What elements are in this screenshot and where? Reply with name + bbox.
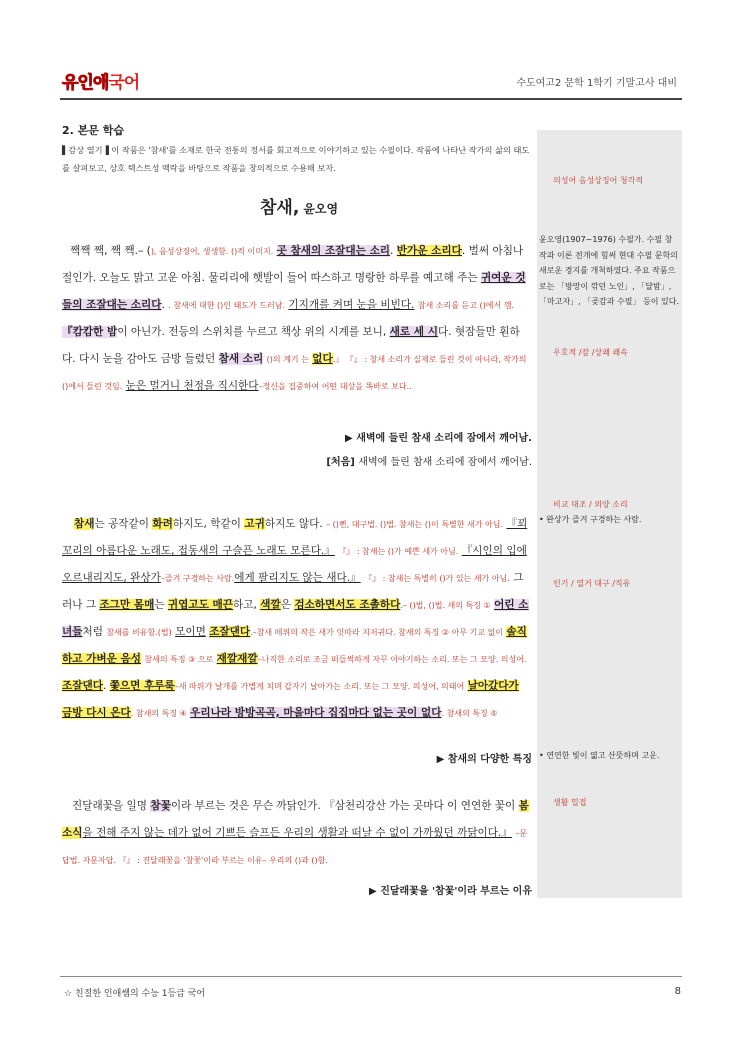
p1-note: )인 태도가 드러남. xyxy=(220,301,286,310)
p3-note: )함. xyxy=(314,856,328,865)
p2-seg: 은 xyxy=(280,599,291,611)
p1-note: .』 『』 : 창새 소리가 실제로 들린 것이 아니라, 작가의 ( xyxy=(62,355,527,391)
p1-seg: 이 아닌가. 전등의 스위치를 누르고 책상 위의 시계를 보니, xyxy=(117,326,387,338)
p2-note: 참새의 특징 ③ 으로 xyxy=(144,655,214,664)
p3-note: –문답법. 자문자답. 『』 : 진달래꽃을 '참꽃'이라 부르는 이유– 우리의 ( xyxy=(62,829,528,865)
footer-text: ☆ 친절한 인애쌤의 수능 1등급 국어 xyxy=(64,989,206,999)
summary-1: ▶ 새벽에 들린 참새 소리에 잠에서 깨어남. xyxy=(345,433,532,444)
summary-1b xyxy=(326,453,532,468)
p1-highlight: 참새 소리 xyxy=(218,353,264,365)
p2-seg: 처럼 xyxy=(82,626,103,638)
p2-note: –즐겨 구경하는 사람. xyxy=(160,574,235,583)
side-note-3: 비교 대조 / 외양 소리 xyxy=(553,500,628,509)
p1-note: –정신을 집중하여 어떤 대상을 똑바로 보다.. xyxy=(258,382,412,391)
p1-highlight: 『캄캄한 밤 xyxy=(62,326,118,338)
paragraph-2 xyxy=(62,511,532,727)
p2-seg: . xyxy=(102,680,107,692)
p1-note: )에서 들린 것임. xyxy=(65,382,123,391)
p2-highlight: 고귀 xyxy=(244,518,265,530)
p2-highlight: 검소하면서도 조촐하다 xyxy=(294,599,401,611)
p1-note: )적 이미지. xyxy=(234,247,274,256)
p3-seg: 이라 부르는 것은 무슨 까닭인가. 『삼천리강산 가는 곳마다 이 연연한 꽃이 xyxy=(170,800,516,812)
p2-note: . 참새의 특징 ④ xyxy=(130,709,187,718)
p2-highlight: 어린 소녀들 xyxy=(62,599,529,638)
p2-note: 법) xyxy=(160,628,172,637)
p2-note: 『』 : 참새는 특별히 ( xyxy=(364,574,443,583)
p2-note: –나직한 소리로 조금 떠들썩하게 자꾸 이야기하는 소리. 또는 그 모양. 의성어. xyxy=(257,655,527,664)
p2-seg: 그러나 그 xyxy=(62,572,524,611)
p1-seg: . xyxy=(161,299,165,311)
p1-highlight: 귀여운 것들의 조잘대는 소리다 xyxy=(62,272,526,311)
summary-3: ▶ 진달래꽃을 '참꽃'이라 부르는 이유 xyxy=(369,886,532,897)
p2-note: )법. 새의 특징 ① xyxy=(431,601,491,610)
p1-highlight: 곳 참새의 조잘대는 소리 xyxy=(276,245,391,257)
p2-highlight: 재깔재깔 xyxy=(216,653,258,665)
p2-note: . 참새의 특징 ⑤ xyxy=(441,709,498,718)
side-note-2: 우호적 /잠 /상쾌 쾌속 xyxy=(553,348,628,357)
p2-highlight: 날아갔다가 금방 다시 온다 xyxy=(62,680,519,719)
brand-logo xyxy=(62,68,139,93)
p2-seg: 는 xyxy=(154,599,165,611)
p1-note: ), 음성상징어, 생생함. ( xyxy=(150,247,235,256)
p2-note: )뻔, 대구법. ( xyxy=(335,520,384,529)
p1-seg: 짹짹 짹, 짹 짹.– ( xyxy=(70,245,151,257)
p1-seg: 눈은 멀거니 천정을 직시한다 xyxy=(125,380,259,392)
p2-note: 『』 : 참새는 ( xyxy=(338,547,391,556)
p3-highlight: 봄소식 xyxy=(62,800,529,839)
p2-highlight: 조잘댄다 xyxy=(62,680,103,692)
p2-highlight: 우리나라 방방곡곡, 마을마다 집집마다 없는 곳이 없다 xyxy=(190,707,442,719)
p2-highlight: 화려 xyxy=(152,518,173,530)
p2-highlight: 색깔 xyxy=(260,599,281,611)
header-subtitle: 수도여고2 문학 1학기 기말고사 대비 xyxy=(516,78,677,89)
footer-divider xyxy=(60,976,682,977)
p1-note: )의 계기 는 xyxy=(269,355,309,364)
side-note-5-text: • 연연한 빛이 엷고 산뜻하며 고운. xyxy=(539,751,660,760)
logo-part-b: 국어 xyxy=(108,73,140,93)
p2-seg: 모이면 xyxy=(175,626,206,638)
p1-highlight: 새로 세 시 xyxy=(389,326,438,338)
p2-highlight: 조잘댄다 xyxy=(209,626,251,638)
p2-seg: 『시인의 입에 오르내리지도, 완상가 xyxy=(62,545,527,584)
p2-seg: 하고, xyxy=(233,599,257,611)
side-note-4: 인기 / 열거 대구 /직유 xyxy=(553,579,631,588)
p2-seg: 하지도, 학같이 xyxy=(172,518,241,530)
page-number: 8 xyxy=(674,986,681,997)
summary-2: ▶ 참새의 다양한 특징 xyxy=(436,754,532,765)
title-text: 참새, xyxy=(260,198,300,218)
p3-highlight: 참꽃 xyxy=(150,800,171,812)
p2-seg: 에게 팔리지도 않는 새다.』 xyxy=(234,572,361,584)
p2-note: .–참새 떼위의 작은 새가 잇따라 지저귀다. 참새의 특징 ② 아무 기교 없이 xyxy=(250,628,504,637)
summary-tag: [처음] xyxy=(326,457,355,468)
side-note-6: 생활 밀접 xyxy=(553,798,587,807)
logo-part-a: 유인애 xyxy=(62,73,109,93)
header-divider xyxy=(60,98,682,100)
p3-seg: 을 전해 주지 않는 데가 없어 기쁘든 슬프든 우리의 생활과 떠날 수 없이 가까웠던 까닭이다.』 xyxy=(82,827,512,839)
author-info: 윤오영(1907~1976) 수필가. 수필 창작과 이론 전개에 힘써 현대 수필 문학의 새로운 경지를 개척하였다. 주요 작품으로는 「방망이 깎던 노인」, 「달밤」, 「마고자」, 「곶감과 수필」 등이 있다. xyxy=(539,235,679,306)
p2-seg: 는 공작같이 xyxy=(94,518,150,530)
p2-note: )법, ( xyxy=(412,601,432,610)
p3-note: )과 ( xyxy=(297,856,315,865)
p2-highlight: 귀엽고도 매끈 xyxy=(167,599,234,611)
p3-seg: 진달래꽃을 일명 xyxy=(72,800,148,812)
p1-note: 참새 소리를 듣고 ( xyxy=(417,301,483,310)
p2-highlight: 솔직하고 가벼운 음성 xyxy=(62,626,527,665)
p2-note: )법. 참새는 ( xyxy=(383,520,428,529)
paragraph-1 xyxy=(62,238,532,400)
p2-seg: 하지도 않다. xyxy=(264,518,323,530)
essay-title xyxy=(260,193,338,218)
author-name: 윤오영 xyxy=(303,202,339,216)
p1-seg: 기지개를 켜며 눈을 비빈다. xyxy=(288,299,415,311)
p2-note: .– ( xyxy=(400,601,413,610)
p2-note: –새 따위가 날개를 가볍게 치며 갑자기 날아가는 소리. 또는 그 모양. 의성어, 의태어 xyxy=(174,682,465,691)
p1-note: . 참새에 대한 ( xyxy=(168,301,221,310)
p1-highlight: 없다 xyxy=(312,353,333,365)
intro-text: ▌감상 열기▐ 이 작품은 '참새'를 소재로 한국 전통의 정서를 회고적으로 이야기하고 있는 수필이다. 작품에 나타난 작가의 삶의 태도를 살펴보고, 상호 텍스트성 맥락을 바탕으로 작품을 창의적으로 수용해 보자. xyxy=(62,145,530,173)
paragraph-3 xyxy=(62,793,532,874)
p2-note: )가 예쁜 새가 아님. xyxy=(390,547,459,556)
p2-highlight: 조그만 몸매 xyxy=(99,599,155,611)
p2-note: 참새를 비유함.( xyxy=(106,628,161,637)
p2-highlight: 쫓으면 후루룩 xyxy=(109,680,175,692)
p2-highlight: 참새 xyxy=(74,518,95,530)
summary-1b-text: 새벽에 들린 참새 소리에 잠에서 깨어남. xyxy=(358,457,532,468)
p2-note: )이 특별한 새가 아님. xyxy=(427,520,504,529)
p1-note: ( xyxy=(266,355,270,364)
p1-highlight: 반가운 소리다 xyxy=(396,245,462,257)
p2-note: )가 있는 새가 아님. xyxy=(442,574,510,583)
p2-seg: 『꾀꼬리의 아름다운 노래도, 접동새의 구슬픈 노래도 모른다.』 xyxy=(62,518,528,557)
side-note-3-text: • 완상가 즐겨 구경하는 사람. xyxy=(539,515,642,524)
side-note-1: 의성어 음성상징어 청각적 xyxy=(553,176,644,185)
p1-seg: 다. 혓잠들만 훤하다. 다시 눈을 감아도 금방 들렸던 xyxy=(62,326,520,365)
p1-note: )에서 깸. xyxy=(482,301,515,310)
p1-seg: . xyxy=(390,245,394,257)
p1-seg: . 벌써 아침나절인가. 오늘도 맑고 고운 아침. 물리리에 햇발이 들어 따스하고 명랑한 하루를 예고해 주는 xyxy=(62,245,524,284)
p2-note: – ( xyxy=(326,520,336,529)
section-title: 2. 본문 학습 xyxy=(62,124,124,137)
